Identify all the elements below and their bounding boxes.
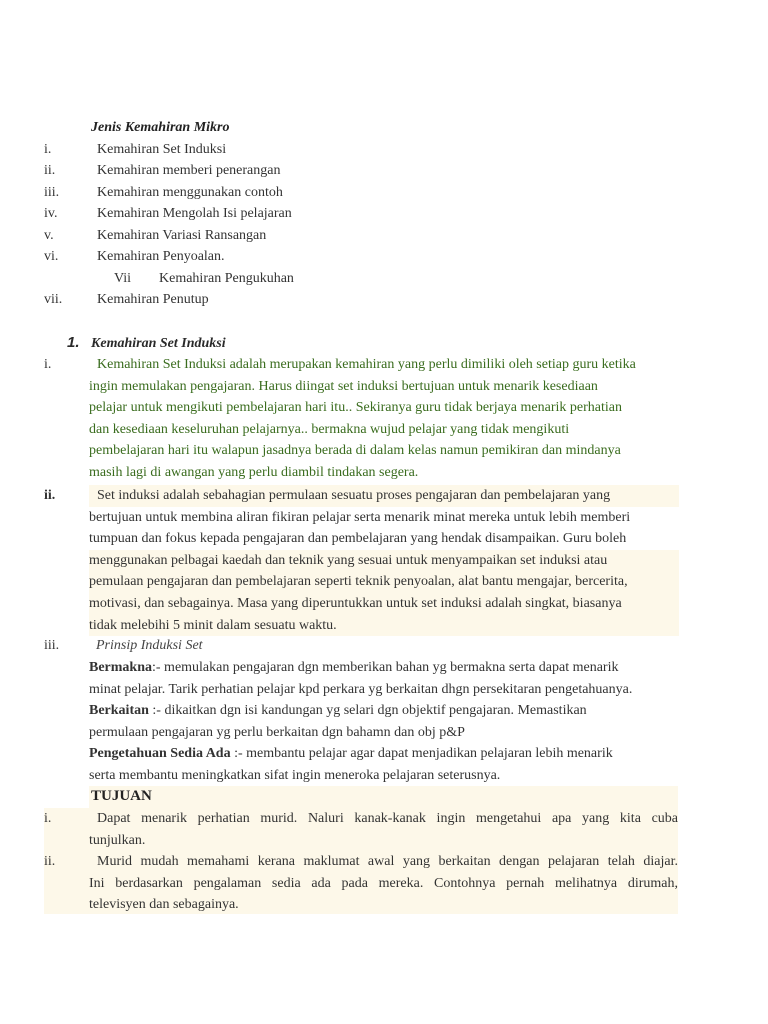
text-line: tidak melebihi 5 minit dalam sesuatu waktu. (89, 617, 337, 633)
text-line: dan kesediaan keseluruhan pelajarnya.. bermakna wujud pelajar yang tidak mengikuti (89, 421, 570, 437)
list-label: Kemahiran Penutup (97, 292, 209, 307)
text-line: Set induksi adalah sebahagian permulaan sesuatu proses pengajaran dan pembelajaran yang (97, 488, 611, 503)
text-line: masih lagi di awangan yang perlu diambil tindakan segera. (89, 464, 419, 480)
tujuan-heading: TUJUAN (91, 788, 152, 804)
highlight-band (89, 786, 678, 808)
list-label: Kemahiran Penyoalan. (97, 249, 225, 264)
list-number: vii. (44, 292, 63, 307)
mikro-list-item (44, 289, 344, 310)
mikro-list-item (44, 160, 344, 181)
mikro-list-item (114, 268, 374, 289)
prinsip-text: :- membantu pelajar agar dapat menjadikan pelajaran lebih menarik (230, 746, 613, 762)
list-number: iv. (44, 206, 58, 221)
text-line: tunjulkan. (89, 832, 146, 848)
list-number: ii. (44, 163, 56, 178)
text-line: Dapat menarik perhatian murid. Naluri kanak-kanak ingin mengetahui apa yang kita cuba (97, 811, 678, 826)
prinsip-item-first-line (89, 700, 679, 722)
section-number: 1. (67, 334, 80, 351)
list-label: Kemahiran menggunakan contoh (97, 185, 283, 200)
list-label: Kemahiran memberi penerangan (97, 163, 281, 178)
prinsip-list (89, 657, 679, 787)
prinsip-term: Pengetahuan Sedia Ada (89, 746, 231, 762)
prinsip-text: :- dikaitkan dgn isi kandungan yg selari dgn objektif pengajaran. Memastikan (148, 703, 587, 719)
text-line: tumpuan dan fokus kepada pengajaran dan pembelajaran yang hendak disampaikan. Guru boleh (89, 531, 627, 547)
mikro-list-item (44, 182, 344, 203)
text-line: Kemahiran Set Induksi adalah merupakan kemahiran yang perlu dimiliki oleh setiap guru ketika (97, 357, 636, 372)
list-number: vi. (44, 249, 59, 264)
section-title: Kemahiran Set Induksi (91, 336, 226, 351)
text-line: minat pelajar. Tarik perhatian pelajar kpd perkara yg berkaitan dhgn persekitaran pengetahuanya. (89, 681, 633, 697)
text-line: ingin memulakan pengajaran. Harus diingat set induksi bertujuan untuk menarik kesediaan (89, 378, 598, 394)
text-line: Ini berdasarkan pengalaman sedia ada pada mereka. Contohnya pernah melihatnya dirumah, (89, 875, 678, 891)
mikro-list-item (44, 225, 344, 246)
mikro-list-item (44, 139, 344, 160)
text-line: menggunakan pelbagai kaedah dan teknik yang sesuai untuk menyampaikan set induksi atau (89, 552, 608, 568)
paragraph-marker: iii. (44, 638, 60, 653)
tujuan-marker: ii. (44, 854, 56, 869)
tujuan-item (89, 851, 678, 916)
list-number: Vii (114, 271, 132, 286)
prinsip-term: Berkaitan (89, 703, 149, 719)
mikro-list-item (44, 203, 344, 224)
heading-jenis-kemahiran-mikro: Jenis Kemahiran Mikro (91, 120, 230, 135)
text-line: Murid mudah memahami kerana maklumat awal yang berkaitan dengan pelajaran telah diajar. (97, 854, 678, 869)
prinsip-item-first-line (89, 657, 679, 679)
list-number: i. (44, 142, 52, 157)
prinsip-term: Bermakna (89, 660, 152, 675)
tujuan-item (89, 808, 678, 851)
text-line: pelajar untuk mengikuti pembelajaran hari itu.. Sekiranya guru tidak berjaya menarik perhatian (89, 400, 622, 416)
prinsip-text: :- memulakan pengajaran dgn memberikan bahan yg bermakna serta dapat menarik (152, 660, 619, 675)
tujuan-marker: i. (44, 811, 52, 826)
paragraph-marker: ii. (44, 488, 56, 503)
text-line: serta membantu meningkatkan sifat ingin meneroka pelajaran seterusnya. (89, 767, 501, 783)
list-number: v. (44, 228, 54, 243)
paragraph-set-induksi-definition (89, 485, 679, 636)
list-label: Kemahiran Pengukuhan (159, 271, 294, 286)
list-label: Kemahiran Variasi Ransangan (97, 228, 267, 243)
list-label: Kemahiran Set Induksi (97, 142, 227, 157)
text-line: permulaan pengajaran yg perlu berkaitan dgn bahamn dan obj p&P (89, 724, 465, 740)
prinsip-induksi-set-title: Prinsip Induksi Set (96, 638, 203, 653)
text-line: televisyen dan sebagainya. (89, 897, 239, 913)
section-heading (67, 334, 226, 353)
list-number: iii. (44, 185, 60, 200)
paragraph-marker: i. (44, 357, 52, 372)
mikro-list-item (44, 246, 344, 267)
prinsip-item-first-line (89, 743, 679, 765)
text-line: pemulaan pengajaran dan pembelajaran seperti teknik penyoalan, alat bantu mengajar, bercerita, (89, 574, 628, 590)
text-line: motivasi, dan sebagainya. Masa yang diperuntukkan untuk set induksi adalah singkat, biasanya (89, 595, 622, 611)
text-line: pembelajaran hari itu walapun jasadnya berada di dalam kelas namun pemikiran dan mindanya (89, 443, 621, 459)
text-line: bertujuan untuk membina aliran fikiran pelajar serta menarik minat mereka untuk lebih memberi (89, 509, 631, 525)
list-label: Kemahiran Mengolah Isi pelajaran (97, 206, 292, 221)
paragraph-set-induksi-intro (89, 354, 679, 484)
